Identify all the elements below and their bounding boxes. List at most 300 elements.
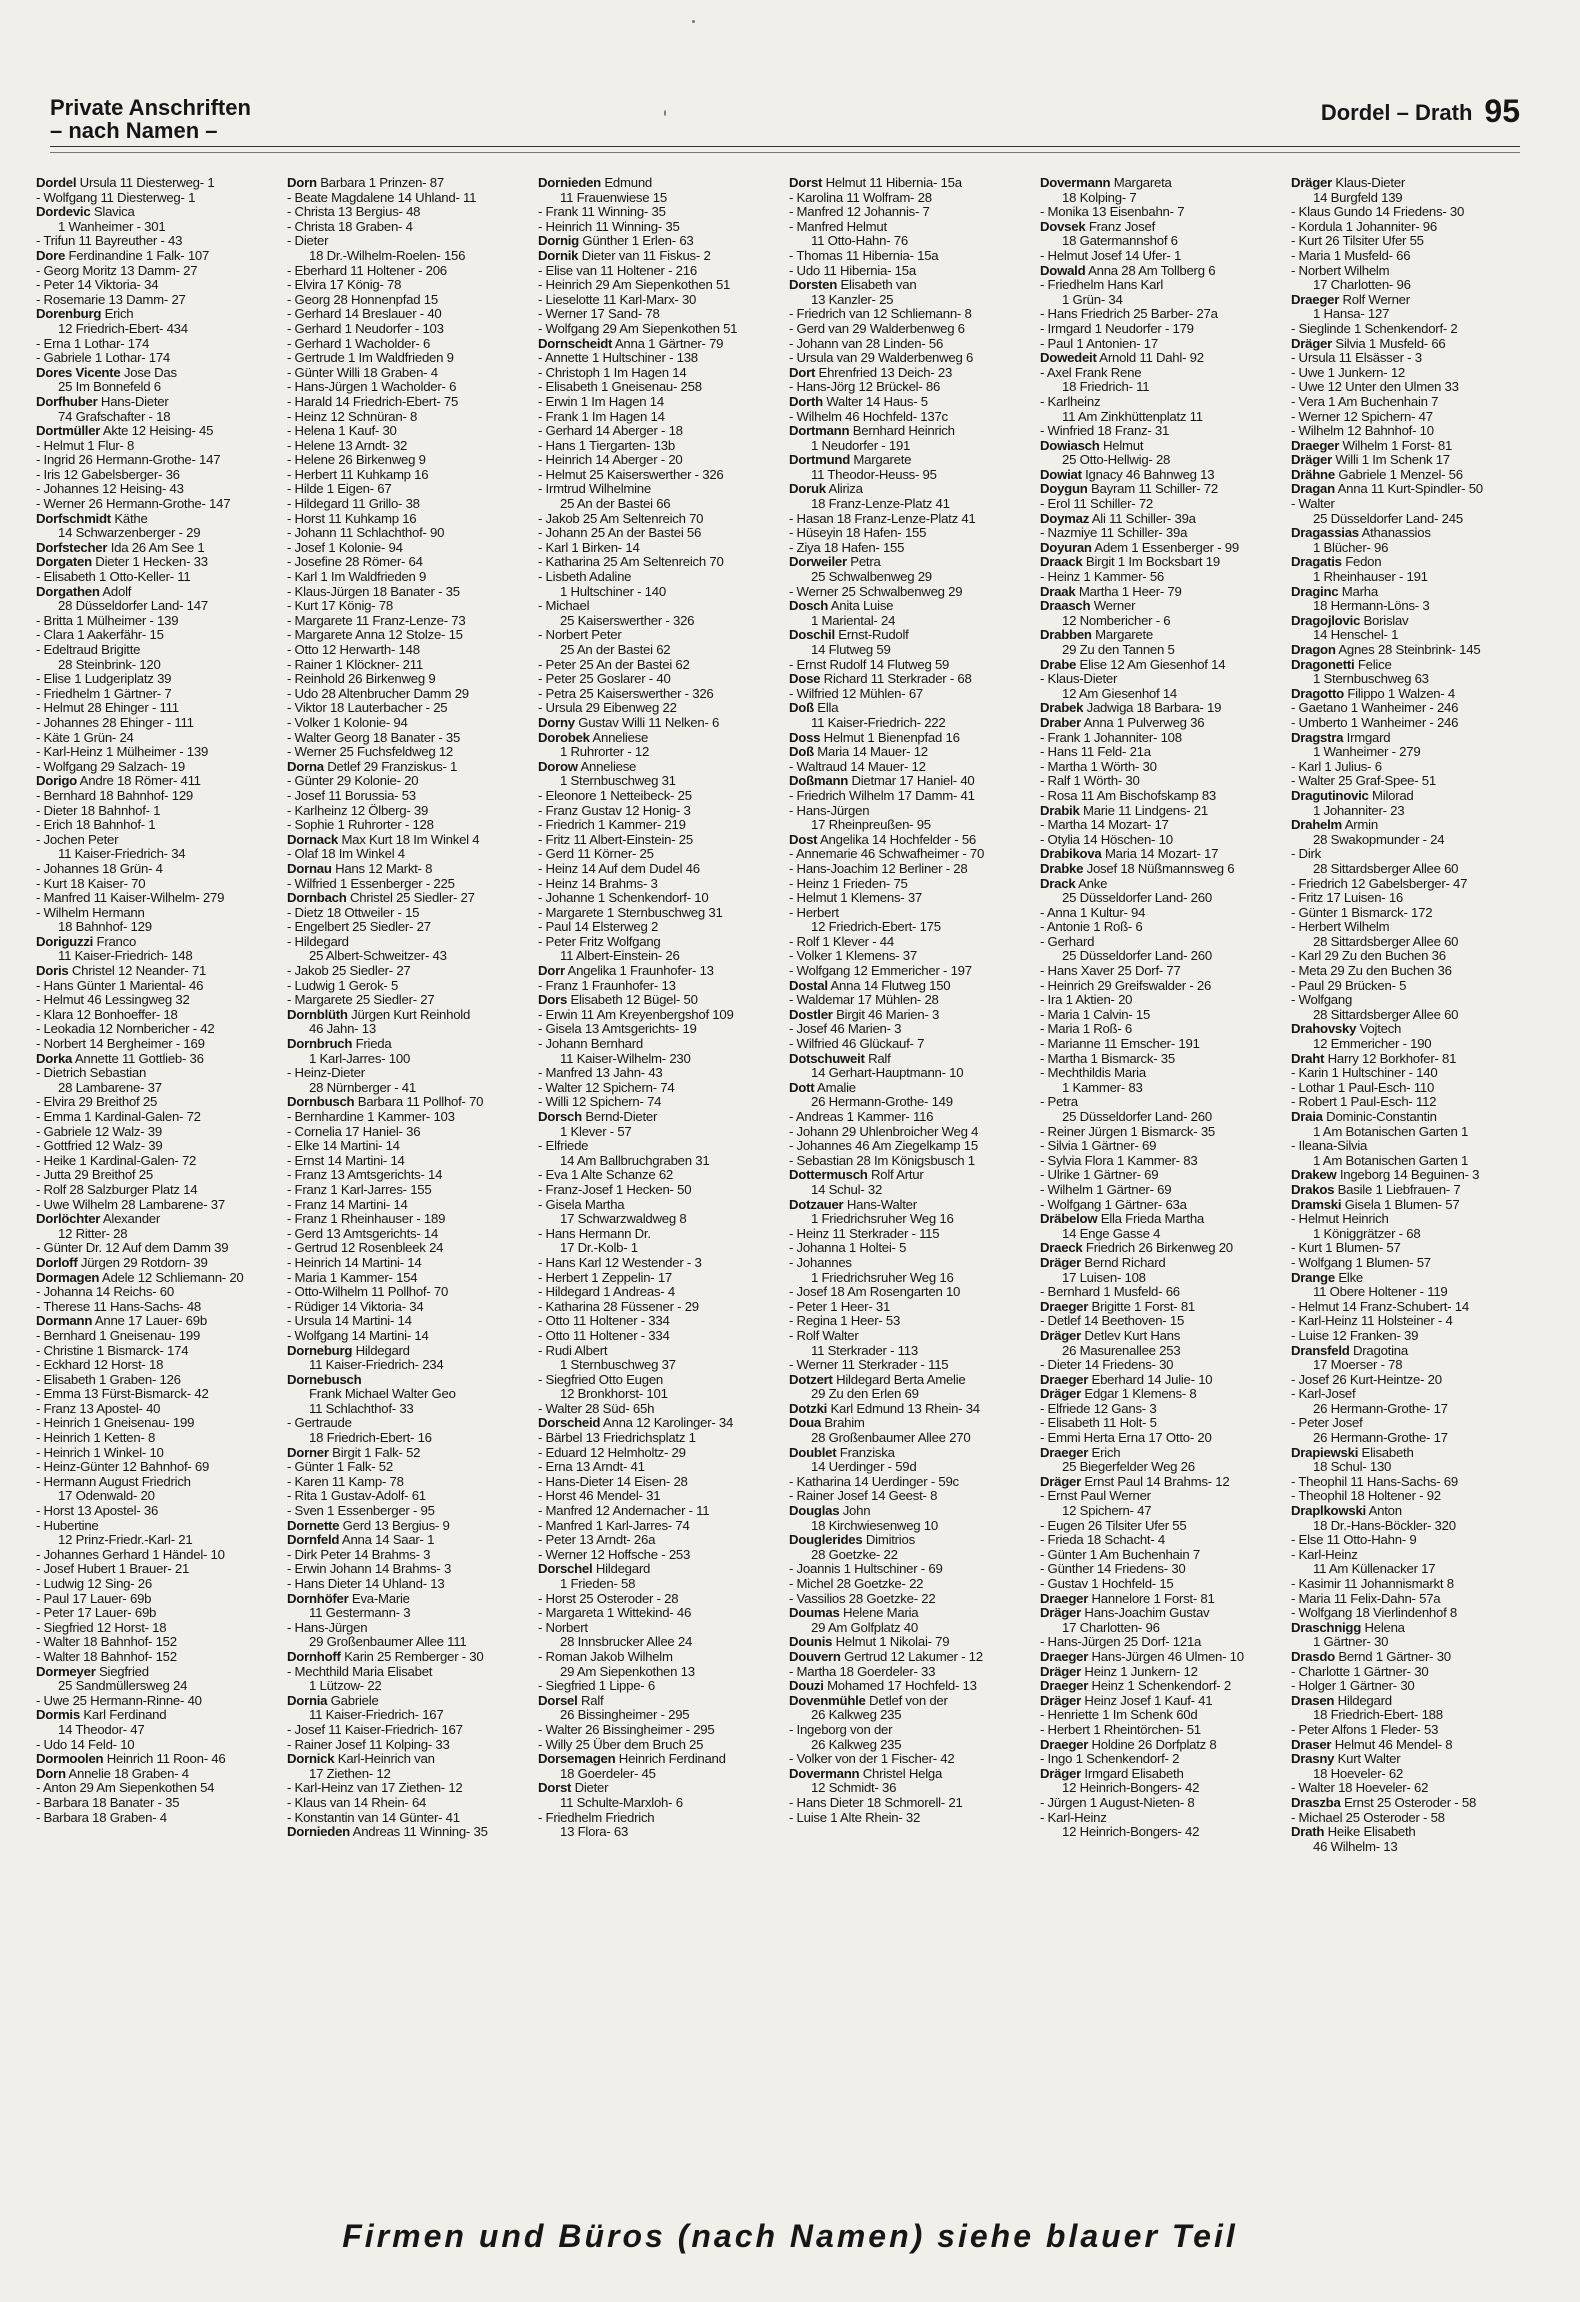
entry-details: - Eva 1 Alte Schanze 62 — [538, 1167, 674, 1183]
entry-details: - Wolfgang 29 Am Siepenkothen 51 — [538, 320, 738, 336]
entry-details: - Christine 1 Bismarck- 174 — [36, 1342, 189, 1358]
entry-details: - Gerd 13 Amtsgerichts- 14 — [287, 1225, 439, 1241]
entry-surname: Dormann — [36, 1313, 93, 1329]
directory-entry — [538, 322, 783, 337]
directory-entry — [1040, 614, 1285, 629]
directory-entry — [287, 497, 532, 512]
directory-entry — [789, 1183, 1034, 1198]
entry-details: 28 Sittardsberger Allee 60 — [1313, 1006, 1459, 1022]
entry-details: - Elvira 29 Breithof 25 — [36, 1094, 158, 1110]
directory-entry — [789, 526, 1034, 541]
entry-details: Marie 11 Lindgens- 21 — [1079, 802, 1208, 818]
directory-entry — [789, 1635, 1034, 1650]
directory-entry — [1040, 439, 1285, 454]
entry-details: - Karin 1 Hultschiner - 140 — [1291, 1065, 1438, 1081]
directory-entry — [789, 1562, 1034, 1577]
directory-entry — [1040, 395, 1285, 410]
entry-details: - Rolf 1 Klever - 44 — [789, 933, 894, 949]
entry-details: - Helmut 14 Franz-Schubert- 14 — [1291, 1298, 1469, 1314]
entry-details: Gabriele — [327, 1692, 379, 1708]
entry-details: - Josef 1 Kolonie- 94 — [287, 539, 403, 555]
entry-details: Ehrenfried 13 Deich- 23 — [815, 364, 953, 380]
entry-details: 18 Franz-Lenze-Platz 41 — [811, 496, 950, 512]
directory-entry — [1040, 1811, 1285, 1826]
directory-entry — [1291, 1344, 1536, 1359]
entry-details: - Josef Hubert 1 Brauer- 21 — [36, 1561, 190, 1577]
entry-details: - Otto 12 Herwarth- 148 — [287, 642, 420, 657]
directory-entry — [1291, 293, 1536, 308]
entry-details: 28 Düsseldorfer Land- 147 — [58, 598, 208, 614]
entry-details: - Gertrude 1 Im Waldfrieden 9 — [287, 350, 454, 366]
directory-entry — [36, 731, 281, 746]
entry-details: Franco — [93, 933, 137, 949]
entry-surname: Dräger — [1040, 1765, 1082, 1781]
entry-surname: Draeger — [1040, 1371, 1089, 1387]
entry-surname: Draginc — [1291, 583, 1339, 599]
entry-surname: Drasdo — [1291, 1648, 1335, 1664]
entry-surname: Dornebusch — [287, 1371, 362, 1387]
entry-details: Dominic-Constantin — [1322, 1109, 1437, 1124]
directory-entry — [287, 1708, 532, 1723]
entry-details: Andreas 11 Winning- 35 — [349, 1824, 488, 1840]
entry-details: - Manfred 13 Jahn- 43 — [538, 1065, 663, 1081]
directory-entry — [538, 1402, 783, 1417]
entry-details: - Eduard 12 Helmholtz- 29 — [538, 1444, 686, 1460]
directory-entry — [36, 949, 281, 964]
entry-details: 11 Albert-Einstein- 26 — [560, 948, 680, 964]
entry-details: - Bärbel 13 Friedrichsplatz 1 — [538, 1430, 696, 1446]
directory-entry — [538, 1037, 783, 1052]
entry-details: Walter 14 Haus- 5 — [822, 393, 928, 409]
directory-entry — [36, 1373, 281, 1388]
directory-entry — [538, 1227, 783, 1242]
entry-details: Slavica — [90, 204, 135, 220]
directory-entry — [538, 1694, 783, 1709]
entry-details: - Horst 11 Kuhkamp 16 — [287, 510, 417, 526]
entry-surname: Doua — [789, 1415, 821, 1431]
entry-surname: Dorr — [538, 963, 565, 979]
directory-entry — [1040, 1825, 1285, 1840]
directory-entry — [1040, 1285, 1285, 1300]
entry-details: - Heinz 12 Schnüran- 8 — [287, 408, 418, 424]
directory-entry — [789, 410, 1034, 425]
directory-entry — [789, 395, 1034, 410]
entry-details: - Sieglinde 1 Schenkendorf- 2 — [1291, 320, 1458, 336]
directory-entry — [36, 453, 281, 468]
entry-details: 18 Schul- 130 — [1313, 1459, 1392, 1475]
entry-details: Rolf Artur — [867, 1167, 924, 1183]
entry-details: 12 Heinrich-Bongers- 42 — [1062, 1824, 1200, 1840]
entry-details: - Else 11 Otto-Hahn- 9 — [1291, 1532, 1417, 1548]
entry-details: 1 Gärtner- 30 — [1313, 1634, 1389, 1650]
directory-entry — [36, 1139, 281, 1154]
directory-entry — [1291, 410, 1536, 425]
directory-entry — [1291, 1519, 1536, 1534]
directory-entry — [1291, 1125, 1536, 1140]
entry-details: - Ursula van 29 Walderbenweg 6 — [789, 350, 974, 366]
directory-entry — [789, 1081, 1034, 1096]
directory-entry — [789, 891, 1034, 906]
entry-details: - Johanne 1 Schenkendorf- 10 — [538, 890, 709, 906]
entry-details: - Helmut Heinrich — [1291, 1211, 1389, 1227]
directory-entry — [1291, 1723, 1536, 1738]
entry-details: 25 Albert-Schweitzer- 43 — [309, 948, 447, 964]
entry-details: - Wolfgang 1 Blumen- 57 — [1291, 1254, 1431, 1270]
directory-entry — [36, 1738, 281, 1753]
directory-entry — [1291, 1489, 1536, 1504]
entry-surname: Dornscheidt — [538, 335, 613, 351]
directory-entry — [36, 570, 281, 585]
directory-entry — [287, 293, 532, 308]
entry-details: - Eleonore 1 Netteibeck- 25 — [538, 787, 692, 803]
section-title — [50, 96, 251, 142]
directory-entry — [1291, 804, 1536, 819]
directory-entry — [1040, 191, 1285, 206]
directory-entry — [1040, 541, 1285, 556]
entry-details: 18 Hermann-Löns- 3 — [1313, 598, 1430, 614]
entry-details: 13 Flora- 63 — [560, 1824, 629, 1840]
column-2 — [287, 176, 538, 2156]
entry-details: 25 An der Bastei 66 — [560, 496, 671, 512]
directory-entry — [36, 1300, 281, 1315]
entry-details: - Josef 11 Kaiser-Friedrich- 167 — [287, 1721, 463, 1737]
entry-surname: Drahovsky — [1291, 1021, 1357, 1037]
entry-details: - Clara 1 Aakerfähr- 15 — [36, 627, 164, 643]
entry-details: Irmgard Elisabeth — [1081, 1765, 1184, 1781]
entry-details: Milorad — [1368, 787, 1414, 803]
entry-surname: Dose — [789, 671, 821, 687]
entry-surname: Drath — [1291, 1824, 1325, 1840]
entry-details: - Walter 28 Süd- 65h — [538, 1400, 655, 1416]
entry-details: Anna 28 Am Tollberg 6 — [1085, 262, 1216, 278]
directory-entry — [789, 1475, 1034, 1490]
directory-entry — [1040, 935, 1285, 950]
entry-details: Hannelore 1 Forst- 81 — [1088, 1590, 1215, 1606]
directory-entry — [1040, 1679, 1285, 1694]
directory-entry — [789, 1679, 1034, 1694]
directory-entry — [1291, 935, 1536, 950]
entry-surname: Dorn — [36, 1765, 66, 1781]
directory-entry — [538, 964, 783, 979]
directory-entry — [36, 1227, 281, 1242]
entry-details: - Annette 1 Hultschiner - 138 — [538, 350, 698, 366]
entry-details: Frank Michael Walter Geo — [309, 1386, 456, 1402]
entry-details: Ernst Paul 14 Brahms- 12 — [1081, 1473, 1230, 1489]
directory-entry — [36, 1154, 281, 1169]
directory-entry — [789, 1256, 1034, 1271]
entry-details: 1 Sternbuschweg 31 — [560, 773, 676, 789]
directory-entry — [789, 935, 1034, 950]
entry-details: Hildegard — [352, 1342, 410, 1358]
entry-details: Günther 1 Erlen- 63 — [579, 233, 694, 249]
entry-details: Helena — [1361, 1619, 1405, 1635]
directory-entry — [287, 1577, 532, 1592]
entry-details: - Eckhard 12 Horst- 18 — [36, 1357, 164, 1373]
entry-details: - Hüseyin 18 Hafen- 155 — [789, 525, 927, 541]
entry-details: Klaus-Dieter — [1332, 176, 1405, 190]
directory-entry — [789, 264, 1034, 279]
directory-entry — [36, 1081, 281, 1096]
entry-details: - Helmut 28 Ehinger - 111 — [36, 700, 179, 716]
directory-entry — [789, 1723, 1034, 1738]
directory-entry — [1291, 745, 1536, 760]
directory-entry — [36, 1679, 281, 1694]
directory-entry — [287, 1796, 532, 1811]
entry-details: Brigitte 1 Forst- 81 — [1088, 1298, 1195, 1314]
directory-entry — [287, 614, 532, 629]
directory-entry — [538, 1679, 783, 1694]
entry-details: - Hans Günter 1 Mariental- 46 — [36, 977, 204, 993]
entry-details: Armin — [1342, 817, 1378, 833]
directory-entry — [1040, 1592, 1285, 1607]
entry-details: - Werner 11 Sterkrader - 115 — [789, 1357, 949, 1373]
entry-surname: Dorloff — [36, 1254, 78, 1270]
directory-entry — [538, 439, 783, 454]
entry-details: 17 Dr.-Kolb- 1 — [560, 1240, 638, 1256]
entry-surname: Dornhoff — [287, 1648, 341, 1664]
entry-details: Franz Josef — [1085, 218, 1155, 234]
entry-details: Angelika 1 Fraunhofer- 13 — [564, 963, 714, 979]
directory-entry — [538, 1416, 783, 1431]
directory-entry — [1040, 1650, 1285, 1665]
entry-surname: Doßmann — [789, 773, 849, 789]
directory-entry — [36, 979, 281, 994]
entry-details: 11 Am Zinkhüttenplatz 11 — [1062, 408, 1203, 424]
entry-details: - Helmut 25 Kaiserswerther - 326 — [538, 466, 724, 482]
directory-entry — [1040, 307, 1285, 322]
directory-entry — [1040, 672, 1285, 687]
directory-entry — [538, 278, 783, 293]
entry-details: - Heinrich 14 Aberger - 20 — [538, 452, 683, 468]
entry-details: - Heinrich 1 Gneisenau- 199 — [36, 1415, 195, 1431]
entry-surname: Dowedeit — [1040, 350, 1097, 366]
entry-details: - Franz 1 Rheinhauser - 189 — [287, 1211, 446, 1227]
entry-details: 1 Neudorfer - 191 — [811, 437, 911, 453]
directory-entry — [1040, 1504, 1285, 1519]
directory-entry — [287, 1314, 532, 1329]
entry-details: - Karl-Heinz 1 Mülheimer - 139 — [36, 744, 209, 760]
directory-entry — [789, 1052, 1034, 1067]
entry-details: - Georg 28 Honnenpfad 15 — [287, 291, 438, 307]
entry-details: 25 Schwalbenweg 29 — [811, 569, 932, 585]
directory-entry — [789, 1592, 1034, 1607]
entry-details: - Gerhard 14 Aberger - 18 — [538, 423, 683, 439]
directory-entry — [36, 1650, 281, 1665]
entry-details: - Fritz 17 Luisen- 16 — [1291, 890, 1404, 906]
entry-details: - Hans Hermann Dr. — [538, 1225, 651, 1241]
directory-entry — [36, 1256, 281, 1271]
directory-entry — [36, 249, 281, 264]
directory-entry — [36, 1358, 281, 1373]
directory-entry — [789, 993, 1034, 1008]
entry-surname: Dorn — [287, 176, 317, 190]
directory-entry — [538, 1519, 783, 1534]
entry-details: Anne 17 Lauer- 69b — [92, 1313, 207, 1329]
directory-entry — [287, 701, 532, 716]
directory-entry — [1291, 1752, 1536, 1767]
entry-surname: Doymaz — [1040, 510, 1090, 526]
entry-details: - Kurt 18 Kaiser- 70 — [36, 875, 146, 891]
entry-details: - Iris 12 Gabelsberger- 36 — [36, 466, 180, 482]
entry-details: 1 Frieden- 58 — [560, 1576, 636, 1591]
directory-entry — [287, 1533, 532, 1548]
entry-surname: Dragutinovic — [1291, 787, 1369, 803]
entry-details: 26 Hermann-Grothe- 149 — [811, 1094, 953, 1110]
directory-entry — [36, 205, 281, 220]
page-range — [1320, 93, 1520, 129]
entry-surname: Dostal — [789, 977, 828, 993]
entry-details: Hans-Jürgen 46 Ulmen- 10 — [1088, 1648, 1244, 1664]
entry-details: Helmut 46 Mendel- 8 — [1331, 1736, 1453, 1752]
directory-entry — [1291, 920, 1536, 935]
entry-details: Frieda — [352, 1036, 392, 1052]
entry-details: 12 Am Giesenhof 14 — [1062, 685, 1177, 701]
entry-details: - Dirk Peter 14 Brahms- 3 — [287, 1546, 431, 1562]
directory-entry — [538, 1723, 783, 1738]
directory-entry — [36, 1708, 281, 1723]
directory-entry — [789, 322, 1034, 337]
directory-entry — [538, 541, 783, 556]
directory-entry — [789, 1139, 1034, 1154]
entry-surname: Drasny — [1291, 1751, 1335, 1767]
entry-surname: Dorfschmidt — [36, 510, 111, 526]
directory-entry — [538, 745, 783, 760]
directory-entry — [538, 1592, 783, 1607]
directory-entry — [287, 249, 532, 264]
entry-details: Elke — [1334, 1269, 1364, 1285]
entry-details: - Wolfgang 12 Emmericher - 197 — [789, 963, 972, 979]
entry-surname: Dornieden — [538, 176, 601, 190]
directory-entry — [789, 337, 1034, 352]
directory-entry — [287, 1752, 532, 1767]
entry-surname: Dostler — [789, 1006, 833, 1022]
entry-surname: Dores Vicente — [36, 364, 121, 380]
directory-entry — [36, 1022, 281, 1037]
entry-details: Vojtech — [1356, 1021, 1402, 1037]
directory-entry — [1291, 1504, 1536, 1519]
entry-details: 12 Prinz-Friedr.-Karl- 21 — [58, 1532, 193, 1548]
directory-entry — [789, 1373, 1034, 1388]
directory-entry — [1040, 293, 1285, 308]
entry-details: - Ludwig 12 Sing- 26 — [36, 1576, 152, 1591]
entry-details: Barbara 1 Prinzen- 87 — [316, 176, 444, 190]
directory-entry — [1040, 1446, 1285, 1461]
entry-details: - Johann 11 Schlachthof- 90 — [287, 525, 445, 541]
directory-entry — [1291, 1475, 1536, 1490]
directory-entry — [1291, 585, 1536, 600]
directory-entry — [789, 1358, 1034, 1373]
directory-entry — [789, 1752, 1034, 1767]
entry-details: - Manfred 12 Andernacher - 11 — [538, 1503, 710, 1519]
entry-details: - Regina 1 Heer- 53 — [789, 1313, 901, 1329]
directory-entry — [1291, 1446, 1536, 1461]
entry-details: Borislav — [1360, 612, 1409, 628]
directory-entry — [1291, 337, 1536, 352]
entry-details: - Elise 1 Ludgeriplatz 39 — [36, 671, 172, 687]
directory-entry — [36, 1416, 281, 1431]
entry-details: - Klaus-Dieter — [1040, 671, 1118, 687]
directory-entry — [36, 307, 281, 322]
directory-entry — [1040, 804, 1285, 819]
directory-entry — [789, 307, 1034, 322]
entry-details: - Hans-Jürgen — [287, 1619, 368, 1635]
entry-details: - Franz 1 Karl-Jarres- 155 — [287, 1181, 432, 1197]
directory-entry — [1291, 1154, 1536, 1169]
directory-entry — [538, 395, 783, 410]
entry-details: - Norbert 14 Bergheimer - 169 — [36, 1036, 205, 1052]
directory-entry — [1291, 1271, 1536, 1286]
entry-details: - Günther 14 Friedens- 30 — [1040, 1561, 1186, 1577]
directory-entry — [538, 1767, 783, 1782]
entry-details: - Herbert 1 Rheintörchen- 51 — [1040, 1721, 1201, 1737]
entry-details: - Herbert — [789, 904, 839, 920]
entry-details: - Marianne 11 Emscher- 191 — [1040, 1036, 1200, 1052]
directory-entry — [1291, 1577, 1536, 1592]
entry-surname: Dorweiler — [789, 554, 847, 570]
entry-details: - Erol 11 Schiller- 72 — [1040, 496, 1153, 512]
directory-entry — [1040, 760, 1285, 775]
directory-entry — [789, 949, 1034, 964]
entry-details: - Hans-Dieter 14 Eisen- 28 — [538, 1473, 688, 1489]
directory-entry — [789, 1329, 1034, 1344]
entry-details: 11 Theodor-Heuss- 95 — [811, 466, 937, 482]
directory-entry — [1040, 993, 1285, 1008]
entry-details: 17 Rheinpreußen- 95 — [811, 817, 931, 833]
entry-details: - Anton 29 Am Siepenkothen 54 — [36, 1780, 215, 1796]
entry-details: - Willi 12 Spichern- 74 — [538, 1094, 662, 1110]
directory-entry — [287, 1416, 532, 1431]
directory-entry — [1291, 1095, 1536, 1110]
entry-surname: Dott — [789, 1079, 815, 1095]
entry-details: 18 Gatermannshof 6 — [1062, 233, 1178, 249]
directory-entry — [538, 1387, 783, 1402]
entry-details: - Peter 13 Arndt- 26a — [538, 1532, 656, 1548]
entry-details: Heinrich Ferdinand — [615, 1751, 726, 1767]
directory-entry — [287, 1665, 532, 1680]
directory-entry — [538, 307, 783, 322]
entry-surname: Dragan — [1291, 481, 1335, 497]
directory-entry — [1291, 643, 1536, 658]
entry-surname: Dornik — [538, 247, 579, 263]
entry-details: Willi 1 Im Schenk 17 — [1332, 452, 1450, 468]
entry-details: 1 Ruhrorter - 12 — [560, 744, 650, 760]
entry-details: - Peter 17 Lauer- 69b — [36, 1605, 157, 1621]
column-6 — [1291, 176, 1542, 2156]
entry-surname: Dransfeld — [1291, 1342, 1350, 1358]
directory-entry — [538, 234, 783, 249]
entry-details: Käthe — [110, 510, 148, 526]
entry-surname: Doss — [789, 729, 821, 745]
entry-details: - Kordula 1 Johanniter- 96 — [1291, 218, 1437, 234]
entry-details: - Emma 13 Fürst-Bismarck- 42 — [36, 1386, 209, 1402]
directory-entry — [1040, 1562, 1285, 1577]
entry-details: - Walter 18 Bahnhof- 152 — [36, 1648, 177, 1664]
directory-entry — [1040, 366, 1285, 381]
entry-details: - Franz 1 Fraunhofer- 13 — [538, 977, 676, 993]
entry-details: Helmut 1 Bienenpfad 16 — [820, 729, 960, 745]
directory-entry — [1040, 628, 1285, 643]
entry-details: - Ralf 1 Wörth- 30 — [1040, 773, 1140, 789]
directory-entry — [1040, 731, 1285, 746]
directory-entry — [538, 424, 783, 439]
directory-entry — [1040, 1227, 1285, 1242]
entry-details: Helene Maria — [839, 1605, 919, 1621]
entry-details: 12 Nombericher - 6 — [1062, 612, 1171, 628]
entry-details: Helmut — [1099, 437, 1144, 453]
entry-details: - Peter 1 Heer- 31 — [789, 1298, 891, 1314]
directory-entry — [36, 1008, 281, 1023]
directory-entry — [789, 1796, 1034, 1811]
